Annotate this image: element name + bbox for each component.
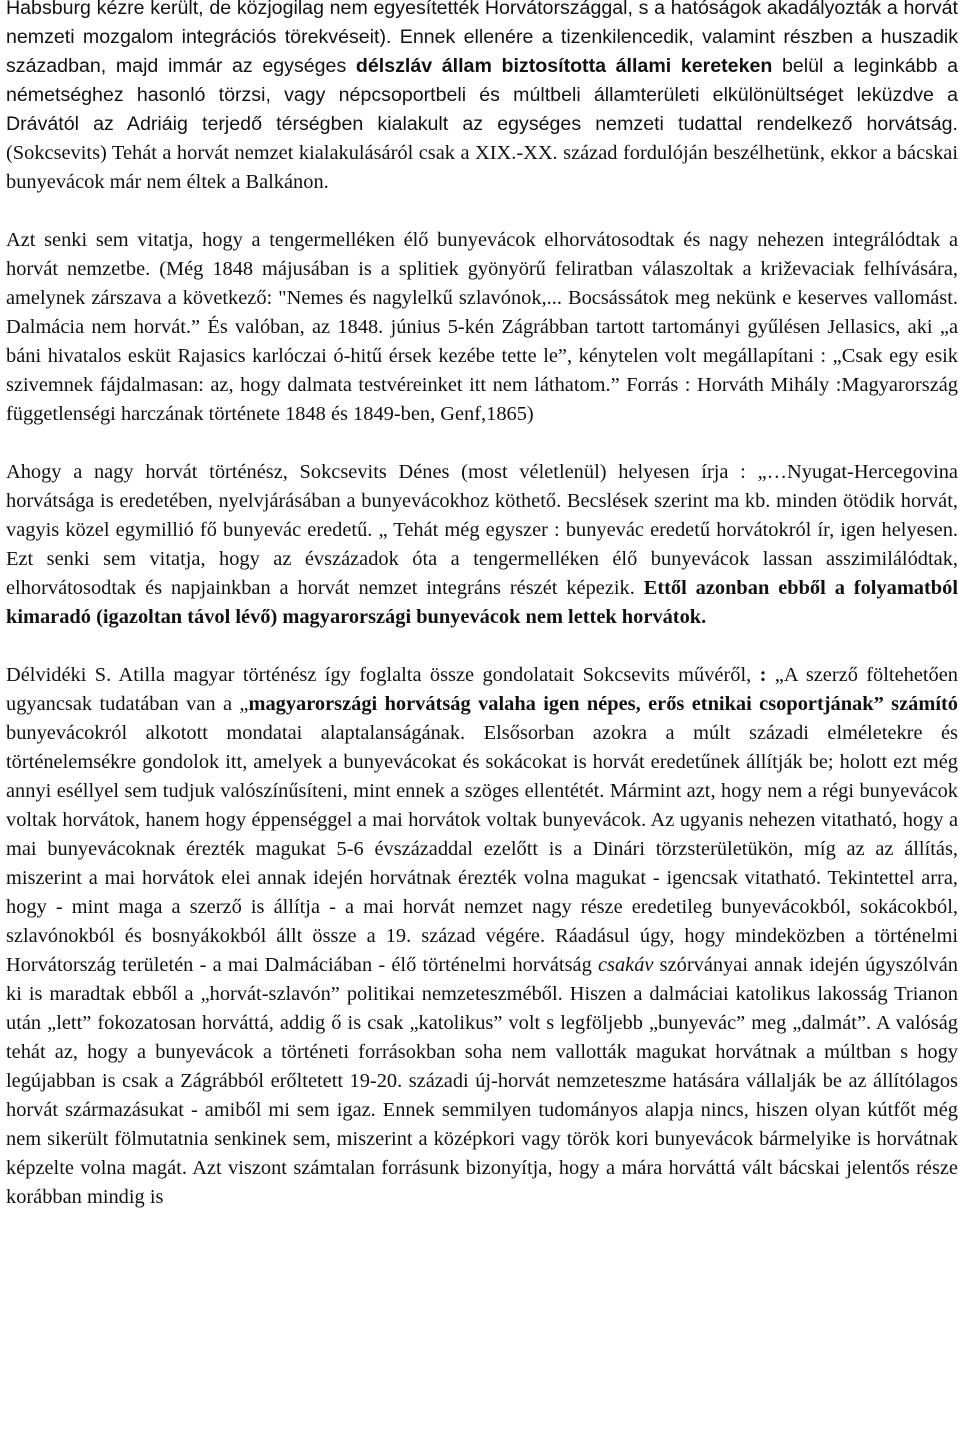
paragraph-4-text-c: „A szerző föltehetően ugyancsak tudatában van a „ [6, 664, 958, 715]
paragraph-3-bold-conclusion: Ettől azonban ebből a folyamatból kimaradó (igazoltan távol lévő) magyarországi bunyevácok nem lettek horvátok. [6, 577, 958, 628]
paragraph-3 [6, 458, 958, 632]
paragraph-4-text-e: bunyevácokról alkotott mondatai alaptalanságának. Elsősorban azokra a múlt századi elméletekre és történelemsékre gondolok itt, amelyek a bunyevácokat és sokácokat is horvát eredetűnek állítják be; holott ezt még annyi eséllyel sem tudjuk valószínűsíteni, mint ennek a szöges ellentétét. Mármint azt, hogy nem a régi bunyevácok voltak horvátok, hanem hogy éppenséggel a mai horvátok voltak bunyevácok. Az ugyanis nehezen vitatható, hogy a mai bunyevácoknak érezték magukat 5-6 évszázaddal ezelőtt is a Dinári törzsterületükön, míg az az állítás, miszerint a mai horvátok elei annak idején horvátnak érezték volna magukat - igencsak vitatható. Tekintettel arra, hogy - mint maga a szerző is állítja - a mai horvát nemzet nagy része eredetileg bunyevácokból, sokácokból, szlavónokból és bosnyákokból állt össze a 19. század végére. Ráadásul úgy, hogy mindeközben a történelmi Horvátország területén - a mai Dalmáciában - élő történelmi horvátság [6, 722, 958, 976]
paragraph-4-bold-phrase: magyarországi horvátság valaha igen népes, erős etnikai csoportjának” számító [248, 693, 958, 715]
paragraph-1-text-a: Habsburg kézre került, de közjogilag nem egyesítették Horvátországgal, s a hatóságok akadályozták a horvát nemzeti mozgalom integrációs törekvéseit). Ennek ellenére a tizenkilencedik, valamint részben a huszadik században, majd immár az egységes [6, 0, 958, 77]
paragraph-4-text-g: szórványai annak idején úgyszólván ki is maradtak ebből a „horvát-szlavón” politikai nemzeteszméből. Hiszen a dalmáciai katolikus lakosság Trianon után „lett” fokozatosan horváttá, addig ő is csak „katolikus” volt s legföljebb „bunyevác” meg „dalmát”. A valóság tehát az, hogy a bunyevácok a történeti forrásokban soha nem vallották magukat horvátnak a múltban s hogy legújabban is csak a Zágrábból erőltetett 19-20. századi új-horvát nemzeteszme hatására vállalják be az állítólagos horvát származásukat - amiből mi sem igaz. Ennek semmilyen tudományos alapja nincs, hiszen olyan kútfőt még nem sikerült fölmutatnia senkinek sem, miszerint a középkori vagy török kori bunyevácok bármelyike is horvátnak képzelte volna magát. Azt viszont számtalan forrásunk bizonyítja, hogy a mára horváttá vált bácskai jelentős része korábban mindig is [6, 954, 958, 1208]
paragraph-1 [6, 0, 958, 197]
paragraph-1-bold-phrase: délszláv állam biztosította állami kereteken [355, 55, 773, 77]
paragraph-2: Azt senki sem vitatja, hogy a tengermelléken élő bunyevácok elhorvátosodtak és nagy nehezen integrálódtak a horvát nemzetbe. (Még 1848 májusában is a splitiek gyönyörű feliratban válaszoltak a križevaciak felhívására, amelynek zárszava a következő: "Nemes és nagylelkű szlavónok,... Bocsássátok meg nekünk e keserves vallomást. Dalmácia nem horvát.” És valóban, az 1848. június 5-kén Zágrábban tartott tartományi gyűlésen Jellasics, aki „a báni hivatalos esküt Rajasics karlóczai ó-hitű érsek kezébe tette le”, kénytelen volt megállapítani : „Csak egy esik szivemnek fájdalmasan: az, hogy dalmata testvéreinket itt nem láthatom.” Forrás : Horváth Mihály :Magyarország függetlenségi harczának története 1848 és 1849-ben, Genf,1865) [6, 229, 958, 425]
paragraph-1-sans-run [6, 0, 958, 135]
paragraph-3-text-a: Ahogy a nagy horvát történész, Sokcsevits Dénes (most véletlenül) helyesen írja : „…Nyugat-Hercegovina horvátsága is eredetében, nyelvjárásában a bunyevácokhoz köthető. Becslések szerint ma kb. minden ötödik horvát, vagyis közel egymillió fő bunyevác eredetű. „ Tehát még egyszer : bunyevác eredetű horvátokról ír, igen helyesen. Ezt senki sem vitatja, hogy az évszázadok óta a tengermelléken élő bunyevácok lassan asszimilálódtak, elhorvátosodtak és napjainkban a horvát nemzet integráns részét képezik. [6, 461, 958, 599]
paragraph-4-italic-word: csakáv [597, 954, 654, 976]
document-page [6, 0, 958, 1212]
paragraph-4-text-a: Délvidéki S. Atilla magyar történész így foglalta össze gondolatait Sokcsevits művéről, [6, 664, 760, 686]
paragraph-4-bold-colon: : [759, 664, 767, 686]
paragraph-1-text-c: belül a leginkább a németséghez hasonló törzsi, vagy népcsoportbeli és múltbeli államterületi elkülönültséget leküzdve a Drávától az Adriáig terjedő térségben kialakult az egységes nemzeti tudattal rendelkező horvátság. [6, 55, 958, 135]
paragraph-4 [6, 661, 958, 1212]
paragraph-1-text-d: (Sokcsevits) Tehát a horvát nemzet kialakulásáról csak a XIX.-XX. század fordulóján beszélhetünk, ekkor a bácskai bunyevácok már nem éltek a Balkánon. [6, 142, 958, 193]
